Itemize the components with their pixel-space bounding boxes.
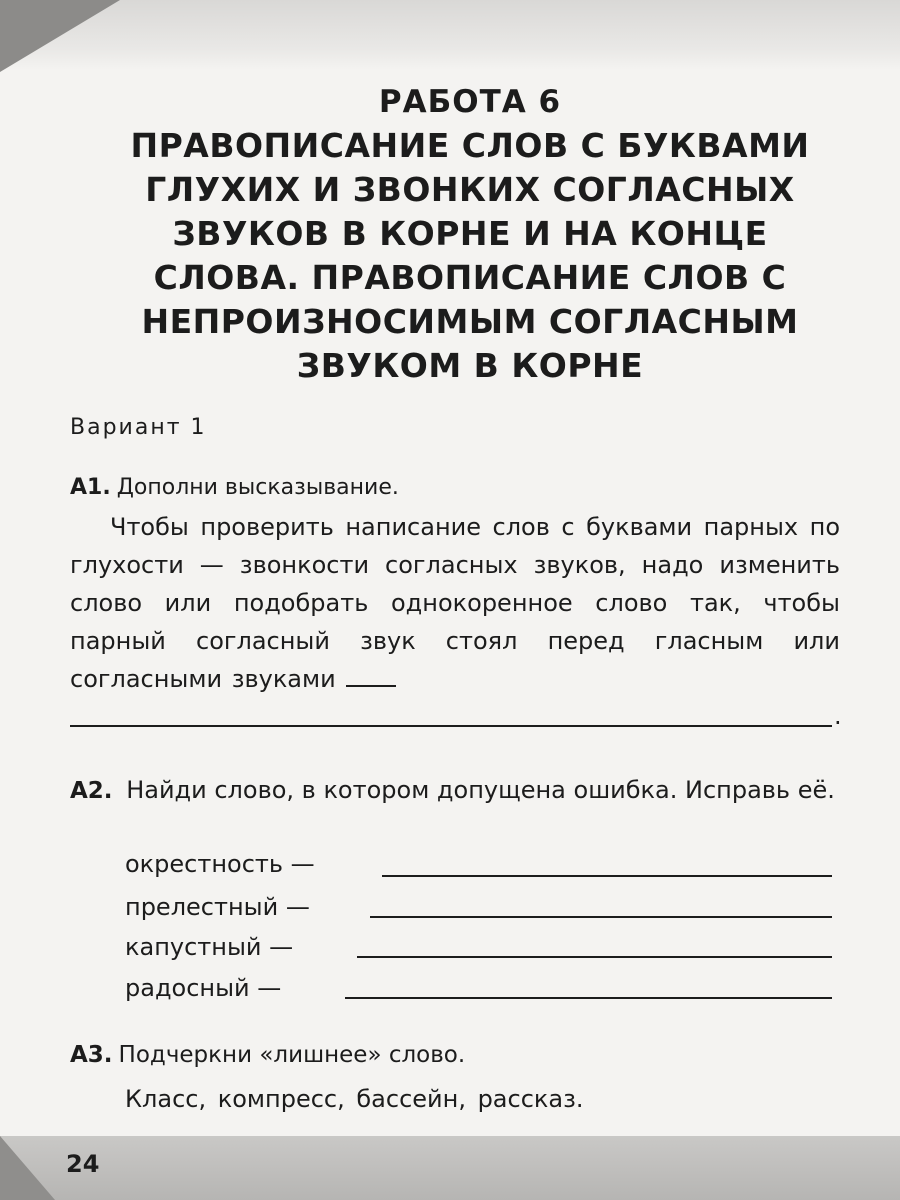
- bottom-corner-decoration: [0, 1136, 55, 1200]
- task-a1-end-mark: .: [834, 702, 842, 730]
- page-number: 24: [66, 1150, 100, 1178]
- task-a2-word-3: капустный —: [125, 933, 294, 961]
- work-number: РАБОТА 6: [378, 84, 562, 120]
- task-a2-answer-line-4[interactable]: [345, 997, 832, 999]
- task-a3-label: А3.: [70, 1042, 113, 1068]
- task-a2-heading: [70, 772, 840, 809]
- task-a2-word-2: прелестный —: [125, 893, 310, 921]
- task-a3-heading: [70, 1042, 465, 1068]
- top-page-band: [0, 0, 900, 70]
- task-a2-answer-line-2[interactable]: [370, 916, 832, 918]
- page-header: [0, 82, 900, 388]
- task-a2-answer-line-3[interactable]: [357, 956, 832, 958]
- bottom-page-band: [0, 1136, 900, 1200]
- task-a1-text: Чтобы проверить написание слов с буквами парных по глухости — звонкости согласных звуков, надо изменить слово или подобрать однокоренное слово так, чтобы парный согласный звук стоял перед гласным или согласными звуками: [70, 513, 840, 693]
- task-a2-word-4: радосный —: [125, 974, 282, 1002]
- task-a2-label: А2.: [70, 778, 113, 804]
- variant-label: Вариант 1: [70, 415, 207, 440]
- task-a1-inline-answer-line[interactable]: [346, 685, 396, 687]
- task-a3-instruction: Подчеркни «лишнее» слово.: [118, 1042, 466, 1068]
- task-a2-instruction: Найди слово, в котором допущена ошибка. Исправь её.: [126, 776, 835, 804]
- task-a2-answer-line-1[interactable]: [382, 875, 832, 877]
- task-a2-word-1: окрестность —: [125, 850, 315, 878]
- task-a1-answer-line[interactable]: [70, 725, 832, 727]
- task-a3-word-list[interactable]: Класс, компресс, бассейн, рассказ.: [125, 1085, 584, 1113]
- top-corner-decoration: [0, 0, 120, 72]
- task-a1-text-block: [70, 508, 840, 698]
- task-a1-label: А1.: [70, 475, 111, 500]
- task-a1-instruction: Дополни высказывание.: [116, 475, 399, 500]
- task-a1-heading: [70, 475, 399, 500]
- page-title: ПРАВОПИСАНИЕ СЛОВ С БУКВАМИ ГЛУХИХ И ЗВОНКИХ СОГЛАСНЫХ ЗВУКОВ В КОРНЕ И НА КОНЦЕ СЛОВА. ПРАВОПИСАНИЕ СЛОВ С НЕПРОИЗНОСИМЫМ СОГЛАСНЫМ ЗВУКОМ В КОРНЕ: [130, 126, 810, 385]
